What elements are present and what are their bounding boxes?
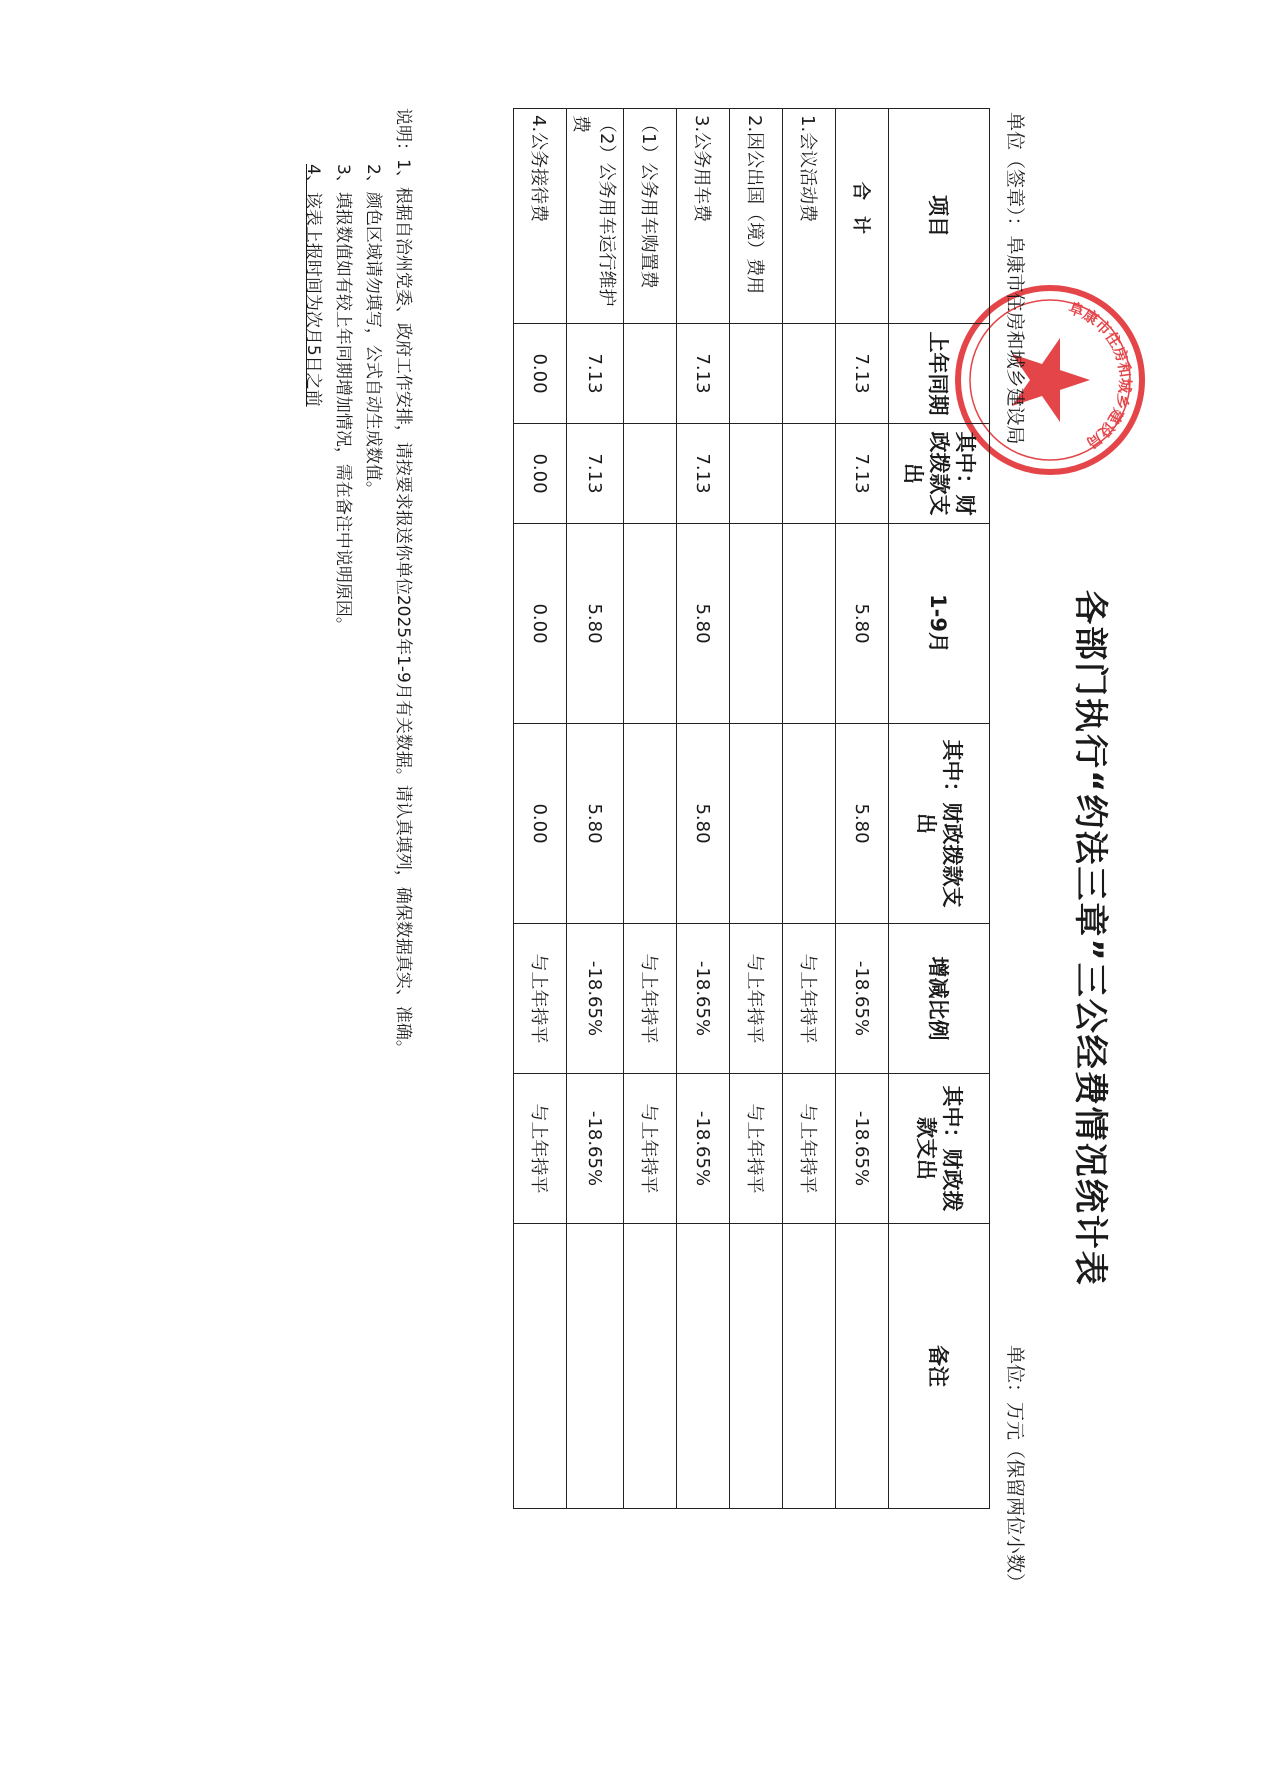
row-last-year-fiscal: 7.13	[567, 424, 624, 524]
row-last-year-fiscal	[783, 424, 836, 524]
expense-table	[513, 108, 990, 1509]
row-jan-sep-fiscal	[730, 724, 783, 924]
table-row	[783, 109, 836, 1509]
row-remark	[514, 1224, 567, 1509]
svg-text:阜康市住房和城乡建设局: 阜康市住房和城乡建设局	[1066, 298, 1135, 453]
row-remark	[567, 1224, 624, 1509]
row-change-fiscal: 与上年持平	[624, 1074, 677, 1224]
row-jan-sep: 5.80	[677, 524, 730, 724]
row-item: 合计	[836, 109, 889, 324]
row-jan-sep: 5.80	[836, 524, 889, 724]
row-last-year: 7.13	[836, 324, 889, 424]
table-row	[514, 109, 567, 1509]
row-jan-sep-fiscal	[624, 724, 677, 924]
note-line: 2、颜色区域请勿填写，公式自动生成数值。	[363, 164, 383, 498]
row-change-fiscal: -18.65%	[836, 1074, 889, 1224]
row-change-fiscal: -18.65%	[567, 1074, 624, 1224]
row-change: -18.65%	[567, 924, 624, 1074]
row-item: 2.因公出国（境）费用	[730, 109, 783, 324]
header-last-year: 上年同期	[889, 324, 990, 424]
header-jan-sep-fiscal: 其中：财政拨款支出	[889, 724, 990, 924]
row-last-year-fiscal	[730, 424, 783, 524]
note-line: 3、填报数值如有较上年同期增加情况，需在备注中说明原因。	[333, 164, 353, 634]
row-last-year-fiscal: 0.00	[514, 424, 567, 524]
row-item: （1）公务用车购置费	[624, 109, 677, 324]
row-last-year: 0.00	[514, 324, 567, 424]
row-last-year: 7.13	[677, 324, 730, 424]
row-last-year-fiscal: 7.13	[836, 424, 889, 524]
row-change: 与上年持平	[624, 924, 677, 1074]
row-jan-sep: 0.00	[514, 524, 567, 724]
row-change: 与上年持平	[514, 924, 567, 1074]
header-item: 项目	[889, 109, 990, 324]
row-change: -18.65%	[836, 924, 889, 1074]
row-remark	[836, 1224, 889, 1509]
header-change: 增减比例	[889, 924, 990, 1074]
row-last-year-fiscal	[624, 424, 677, 524]
document-title: 各部门执行“约法三章”三公经费情况统计表	[1070, 590, 1110, 1287]
row-last-year	[783, 324, 836, 424]
table-row	[677, 109, 730, 1509]
row-jan-sep-fiscal: 5.80	[677, 724, 730, 924]
row-jan-sep	[730, 524, 783, 724]
row-jan-sep	[624, 524, 677, 724]
row-item: 3.公务用车费	[677, 109, 730, 324]
row-remark	[624, 1224, 677, 1509]
unit-signature-label: 单位（签章）：阜康市住房和城乡建设局	[1004, 112, 1026, 445]
row-remark	[677, 1224, 730, 1509]
row-change: -18.65%	[677, 924, 730, 1074]
row-remark	[783, 1224, 836, 1509]
row-last-year: 7.13	[567, 324, 624, 424]
document-page	[90, 70, 1135, 1785]
row-change-fiscal: -18.65%	[677, 1074, 730, 1224]
table-row	[730, 109, 783, 1509]
header-last-year-fiscal: 其中：财政拨款支出	[889, 424, 990, 524]
row-jan-sep-fiscal: 5.80	[836, 724, 889, 924]
row-jan-sep-fiscal	[783, 724, 836, 924]
row-item: 1.会议活动费	[783, 109, 836, 324]
row-item: 4.公务接待费	[514, 109, 567, 324]
note-line: 4、该表上报时间为次月5日之前	[303, 164, 323, 407]
row-jan-sep-fiscal: 5.80	[567, 724, 624, 924]
unit-currency-label: 单位：万元（保留两位小数）	[1004, 1345, 1026, 1593]
notes-section	[298, 108, 418, 1057]
row-change: 与上年持平	[730, 924, 783, 1074]
row-change-fiscal: 与上年持平	[783, 1074, 836, 1224]
row-last-year-fiscal: 7.13	[677, 424, 730, 524]
row-jan-sep	[783, 524, 836, 724]
header-jan-sep: 1-9月	[889, 524, 990, 724]
table-row	[836, 109, 889, 1509]
row-change-fiscal: 与上年持平	[514, 1074, 567, 1224]
row-change-fiscal: 与上年持平	[730, 1074, 783, 1224]
header-remark: 备注	[889, 1224, 990, 1509]
row-jan-sep-fiscal: 0.00	[514, 724, 567, 924]
table-row	[624, 109, 677, 1509]
row-item: （2）公务用车运行维护费	[567, 109, 624, 324]
row-jan-sep: 5.80	[567, 524, 624, 724]
row-last-year	[624, 324, 677, 424]
header-change-fiscal: 其中：财政拨款支出	[889, 1074, 990, 1224]
table-row	[567, 109, 624, 1509]
row-last-year	[730, 324, 783, 424]
row-remark	[730, 1224, 783, 1509]
row-change: 与上年持平	[783, 924, 836, 1074]
note-line: 说明：1、根据自治州党委、政府工作安排，请按要求报送你单位2025年1-9月有关数据。请认真填列，确保数据真实、准确。	[393, 108, 413, 1057]
table-header-row	[889, 109, 990, 1509]
